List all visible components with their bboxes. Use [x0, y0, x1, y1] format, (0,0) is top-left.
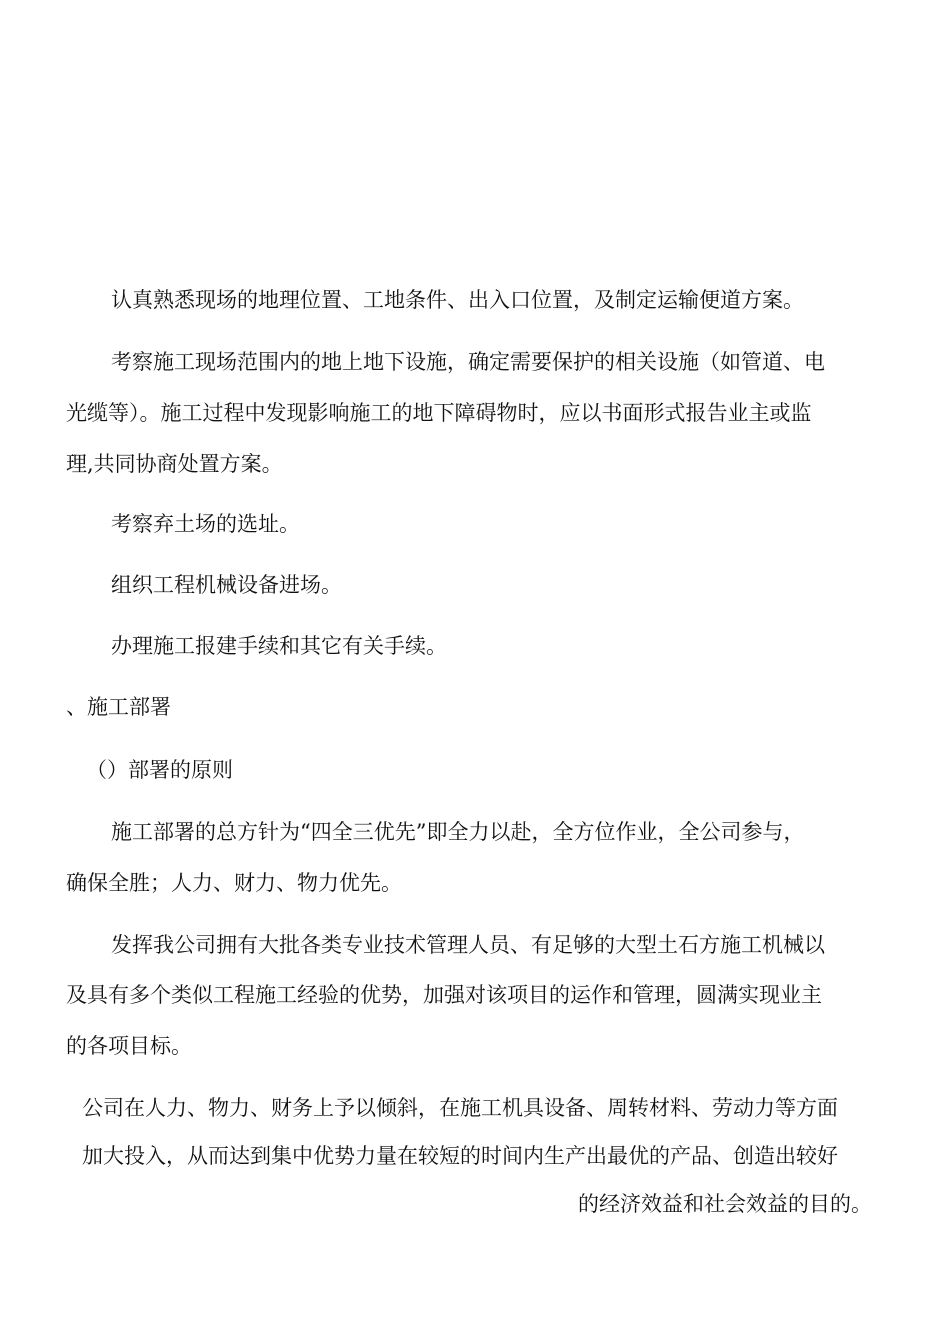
paragraph-line: 考察弃土场的选址。	[111, 512, 300, 536]
paragraph-line: 公司在人力、物力、财务上予以倾斜，在施工机具设备、周转材料、劳动力等方面	[82, 1096, 838, 1120]
section-heading: 、施工部署	[66, 695, 171, 719]
paragraph-line: 确保全胜；人力、财力、物力优先。	[66, 871, 402, 895]
paragraph-line: 施工部署的总方针为“四全三优先”即全力以赴，全方位作业，全公司参与，	[111, 820, 805, 844]
paragraph-line: 认真熟悉现场的地理位置、工地条件、出入口位置，及制定运输便道方案。	[111, 288, 804, 312]
paragraph-line: 的经济效益和社会效益的目的。	[578, 1192, 872, 1216]
paragraph-line: 组织工程机械设备进场。	[111, 573, 342, 597]
paragraph-line: 的各项目标。	[66, 1034, 192, 1058]
paragraph-line: 及具有多个类似工程施工经验的优势，加强对该项目的运作和管理，圆满实现业主	[66, 983, 822, 1007]
subsection-heading: （）部署的原则	[86, 758, 233, 782]
paragraph-line: 发挥我公司拥有大批各类专业技术管理人员、有足够的大型土石方施工机械以	[111, 933, 825, 957]
paragraph-line: 光缆等）。施工过程中发现影响施工的地下障碍物时，应以书面形式报告业主或监	[66, 401, 812, 425]
paragraph-line: 考察施工现场范围内的地上地下设施，确定需要保护的相关设施（如管道、电	[111, 350, 825, 374]
paragraph-line: 办理施工报建手续和其它有关手续。	[111, 634, 447, 658]
paragraph-line: 加大投入，从而达到集中优势力量在较短的时间内生产出最优的产品、创造出较好	[82, 1144, 838, 1168]
paragraph-line: 理,共同协商处置方案。	[66, 452, 283, 476]
